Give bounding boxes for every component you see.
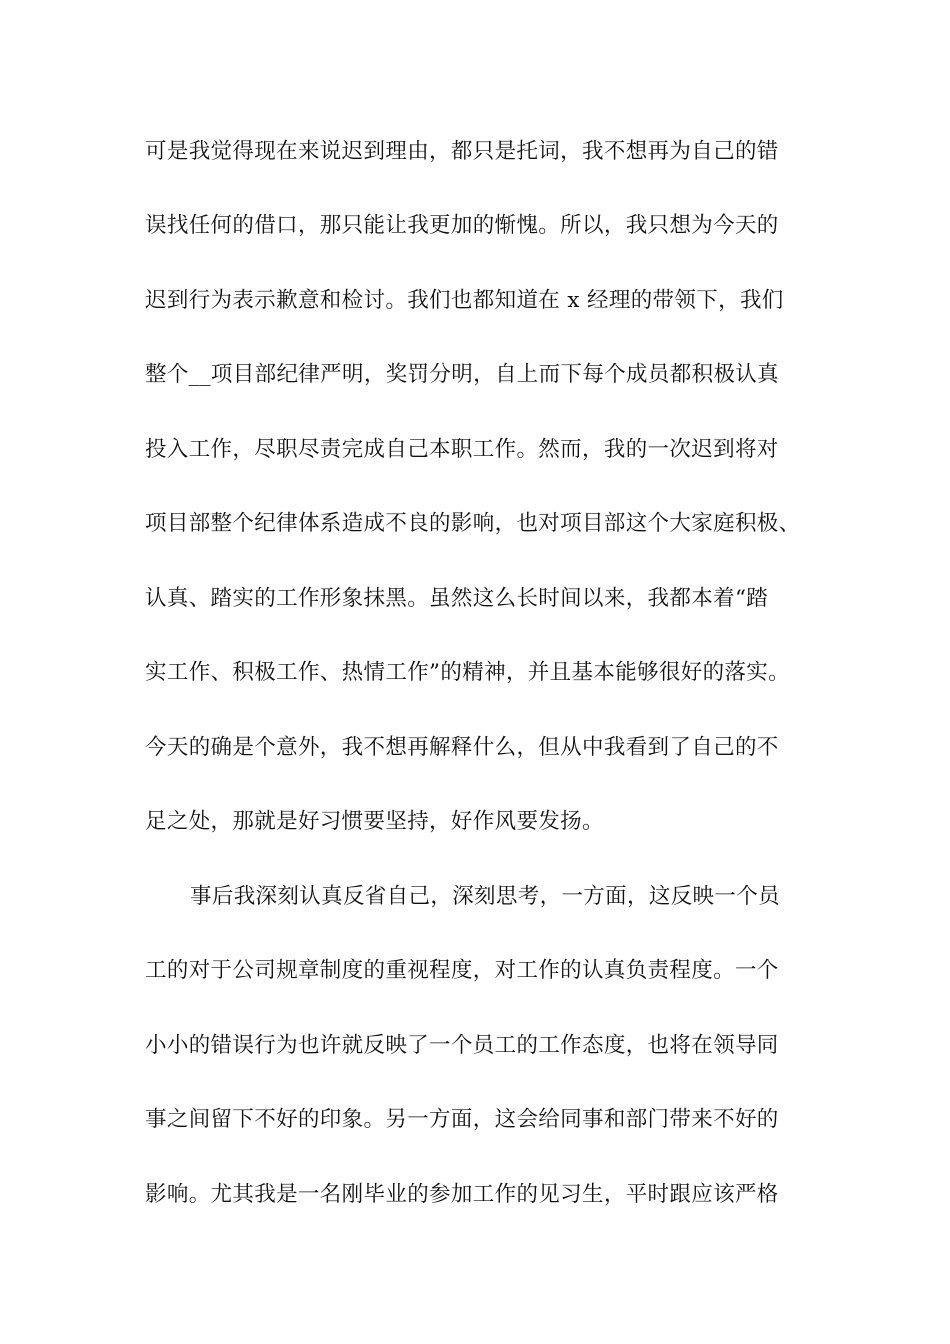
- text-line: 可是我觉得现在来说迟到理由，都只是托词，我不想再为自己的错: [145, 139, 779, 164]
- text-line: 足之处，那就是好习惯要坚持，好作风要发扬。: [145, 809, 604, 834]
- text-line: 投入工作，尽职尽责完成自己本职工作。然而，我的一次迟到将对: [145, 437, 779, 462]
- text-line: 项目部整个纪律体系造成不良的影响，也对项目部这个大家庭积极、: [145, 511, 801, 536]
- text-line: 误找任何的借口，那只能让我更加的惭愧。所以，我只想为今天的: [145, 213, 779, 238]
- text-line: 工的对于公司规章制度的重视程度，对工作的认真负责程度。一个: [145, 958, 779, 983]
- text-line: 实工作、积极工作、热情工作”的精神，并且基本能够很好的落实。: [145, 660, 790, 685]
- text-line: 今天的确是个意外，我不想再解释什么，但从中我看到了自己的不: [145, 735, 779, 760]
- text-line: 迟到行为表示歉意和检讨。我们也都知道在 x 经理的带领下，我们: [145, 288, 784, 313]
- text-line: 小小的错误行为也许就反映了一个员工的工作态度，也将在领导同: [145, 1033, 779, 1058]
- text-line: 事之间留下不好的印象。另一方面，这会给同事和部门带来不好的: [145, 1107, 779, 1132]
- text-line: 事后我深刻认真反省自己，深刻思考，一方面，这反映一个员: [190, 884, 780, 909]
- text-line: 影响。尤其我是一名刚毕业的参加工作的见习生，平时跟应该严格: [145, 1182, 779, 1207]
- text-line: 整个__项目部纪律严明，奖罚分明，自上而下每个成员都积极认真: [145, 362, 780, 387]
- text-line: 认真、踏实的工作形象抹黑。虽然这么长时间以来，我都本着“踏: [145, 586, 769, 611]
